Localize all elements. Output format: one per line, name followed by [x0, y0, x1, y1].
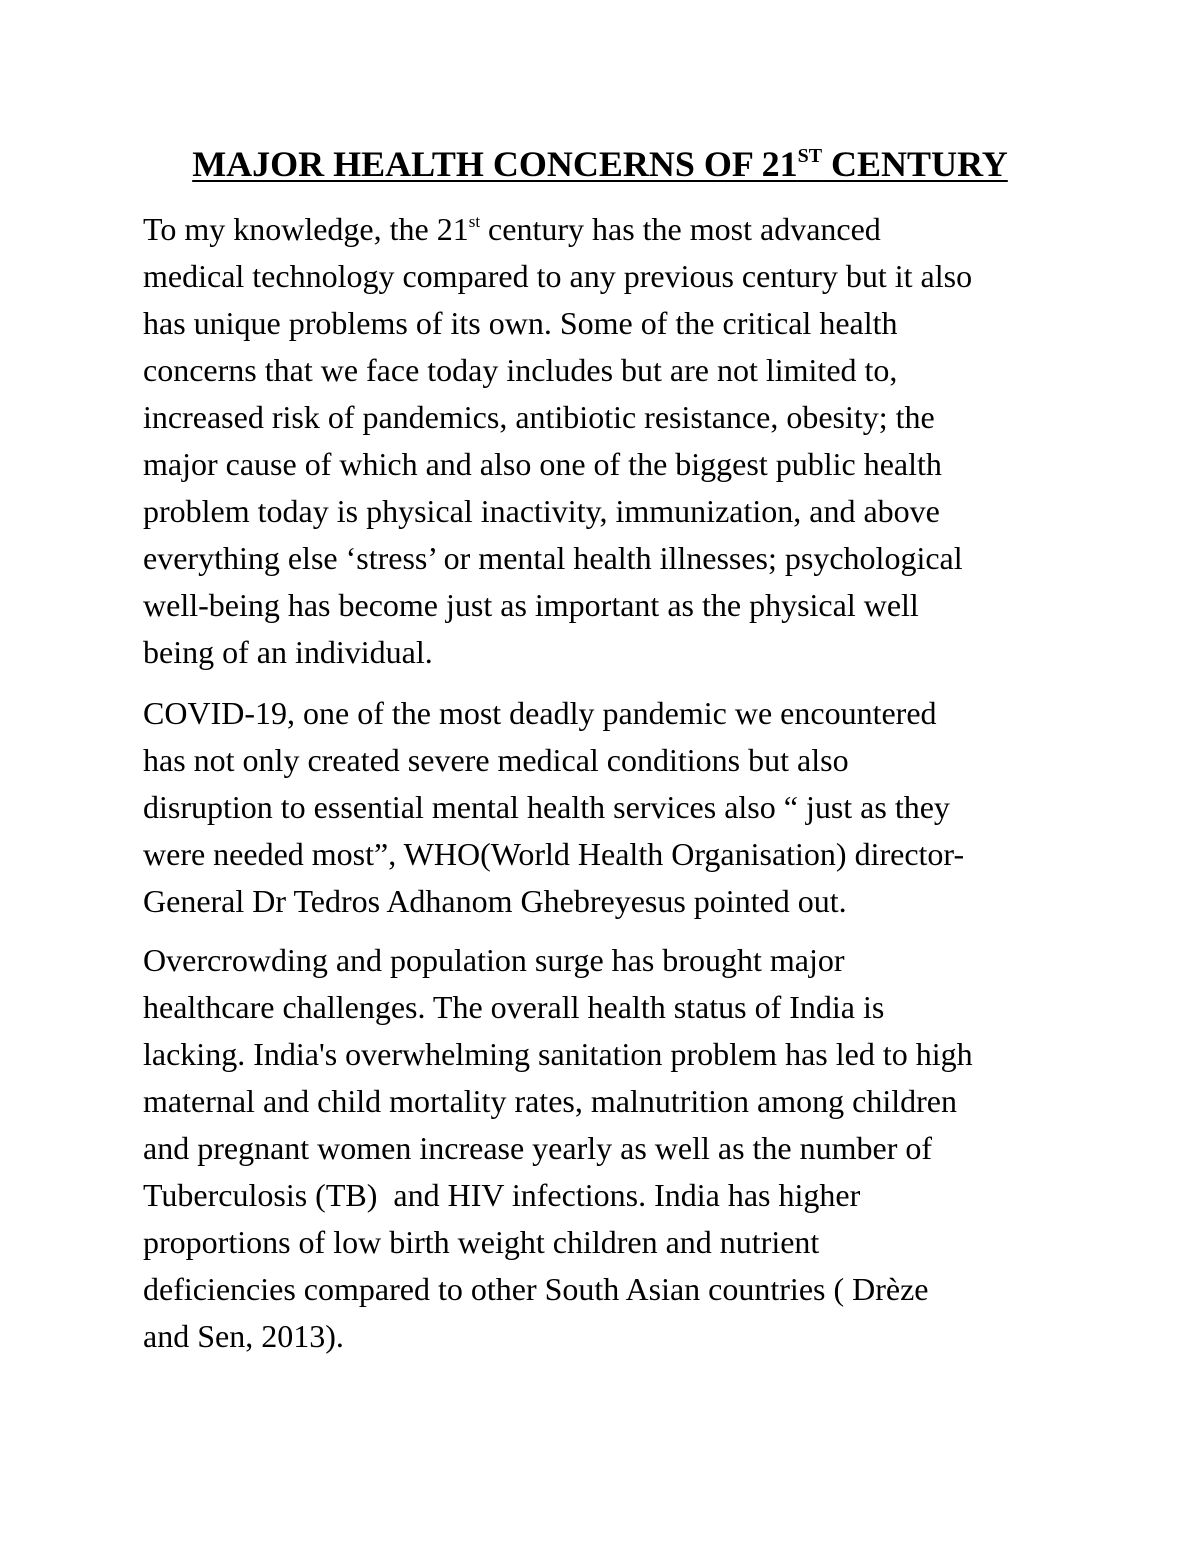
line-text: To my knowledge, the 21: [143, 211, 469, 247]
paragraph-line: disruption to essential mental health services also “ just as they: [143, 789, 950, 825]
paragraph-line: were needed most”, WHO(World Health Organisation) director-: [143, 836, 965, 872]
paragraph-line: lacking. India's overwhelming sanitation problem has led to high: [143, 1036, 973, 1072]
paragraph-line: [143, 206, 1073, 253]
paragraph-line: concerns that we face today includes but are not limited to,: [143, 352, 898, 388]
paragraph-line: major cause of which and also one of the biggest public health: [143, 446, 942, 482]
paragraph-line: proportions of low birth weight children and nutrient: [143, 1224, 820, 1260]
paragraph-line: Tuberculosis (TB) and HIV infections. India has higher: [143, 1177, 861, 1213]
paragraph-line: healthcare challenges. The overall health status of India is: [143, 989, 885, 1025]
line-superscript: st: [468, 212, 481, 231]
paragraph-line: COVID-19, one of the most deadly pandemic we encountered: [143, 695, 937, 731]
paragraph-line: problem today is physical inactivity, immunization, and above: [143, 493, 940, 529]
paragraph-intro: [143, 206, 1073, 676]
title-text: [192, 144, 1008, 184]
title-superscript: ST: [797, 145, 823, 167]
paragraph-covid: [143, 690, 1073, 925]
paragraph-india: [143, 937, 1073, 1360]
line-text: century has the most advanced: [480, 211, 881, 247]
paragraph-line: medical technology compared to any previous century but it also: [143, 258, 973, 294]
paragraph-line: increased risk of pandemics, antibiotic resistance, obesity; the: [143, 399, 935, 435]
paragraph-line: well-being has become just as important as the physical well: [143, 587, 919, 623]
title-tail: CENTURY: [822, 144, 1008, 184]
paragraph-line: being of an individual.: [143, 634, 433, 670]
paragraph-line: and pregnant women increase yearly as well as the number of: [143, 1130, 933, 1166]
title-main: MAJOR HEALTH CONCERNS OF 21: [192, 144, 798, 184]
paragraph-line: maternal and child mortality rates, malnutrition among children: [143, 1083, 957, 1119]
paragraph-line: has not only created severe medical conditions but also: [143, 742, 849, 778]
paragraph-line: everything else ‘stress’ or mental health illnesses; psychological: [143, 540, 963, 576]
paragraph-line: has unique problems of its own. Some of the critical health: [143, 305, 898, 341]
paragraph-line: and Sen, 2013).: [143, 1318, 344, 1354]
page-title: [0, 140, 1200, 188]
paragraph-line: Overcrowding and population surge has brought major: [143, 942, 845, 978]
paragraph-line: deficiencies compared to other South Asian countries ( Drèze: [143, 1271, 929, 1307]
paragraph-line: General Dr Tedros Adhanom Ghebreyesus pointed out.: [143, 883, 847, 919]
